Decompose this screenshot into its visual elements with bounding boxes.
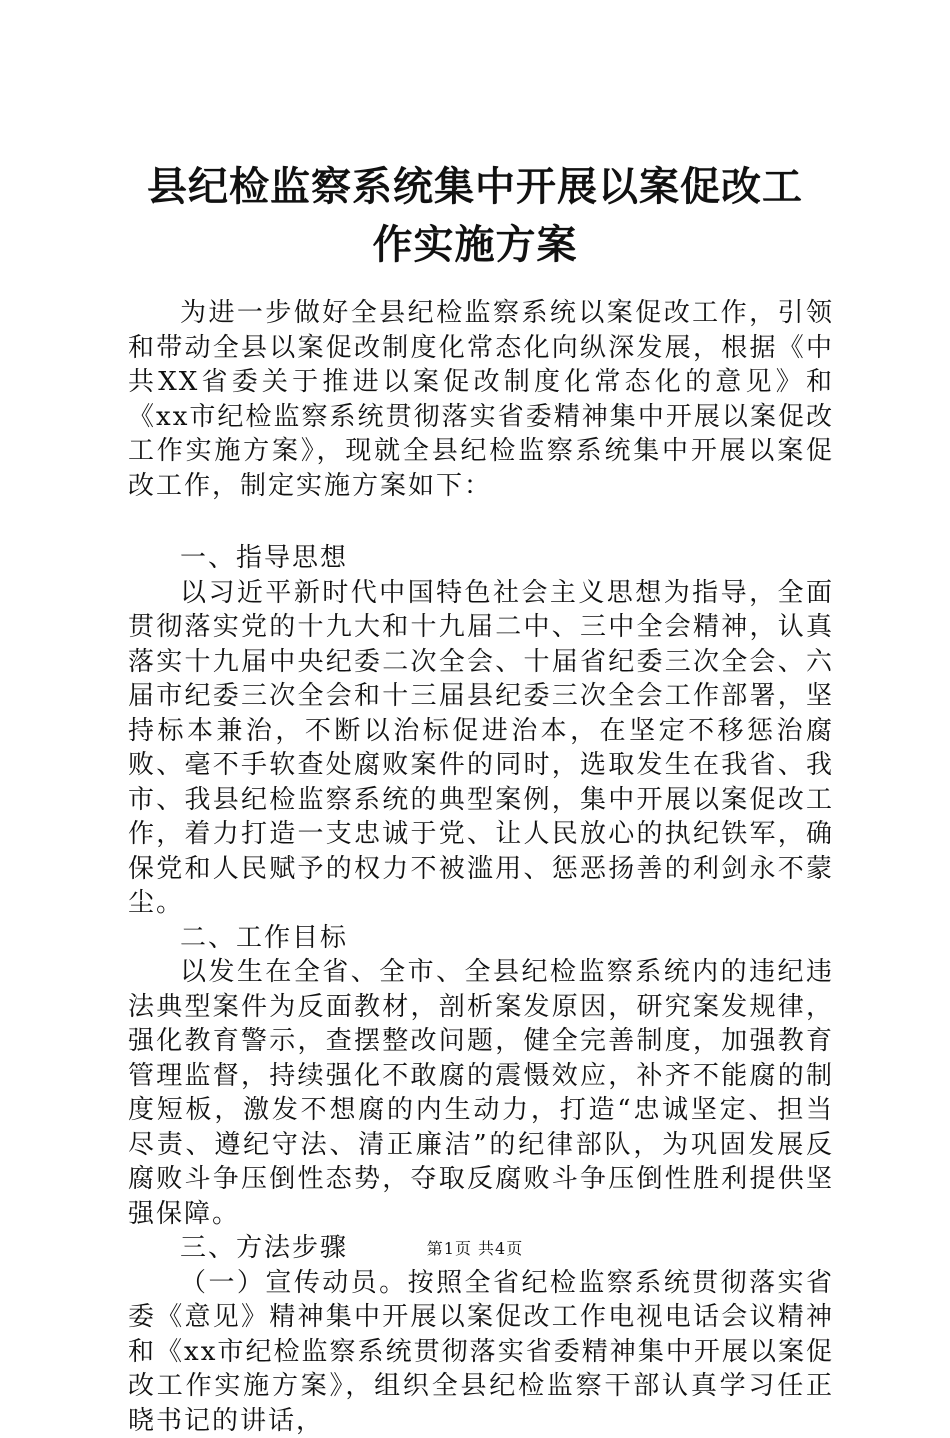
document-body: [128, 296, 834, 1438]
section-heading-methods-steps: 三、方法步骤: [128, 1231, 834, 1266]
section-heading-guiding-thought: 一、指导思想: [128, 541, 834, 576]
section-paragraph-publicity-mobilization: （一）宣传动员。按照全省纪检监察系统贯彻落实省委《意见》精神集中开展以案促改工作电视电话会议精神和《xx市纪检监察系统贯彻落实省委精神集中开展以案促改工作实施方案》，组织全县纪检监察干部认真学习任正晓书记的讲话，: [128, 1266, 834, 1438]
paragraph-spacer: [128, 503, 834, 541]
section-paragraph-work-goals: 以发生在全省、全市、全县纪检监察系统内的违纪违法典型案件为反面教材，剖析案发原因，研究案发规律，强化教育警示，查摆整改问题，健全完善制度，加强教育管理监督，持续强化不敢腐的震慑效应，补齐不能腐的制度短板，激发不想腐的内生动力，打造“忠诚坚定、担当尽责、遵纪守法、清正廉洁”的纪律部队，为巩固发展反腐败斗争压倒性态势，夺取反腐败斗争压倒性胜利提供坚强保障。: [128, 955, 834, 1231]
section-paragraph-guiding-thought: 以习近平新时代中国特色社会主义思想为指导，全面贯彻落实党的十九大和十九届二中、三中全会精神，认真落实十九届中央纪委二次全会、十届省纪委三次全会、六届市纪委三次全会和十三届县纪委三次全会工作部署，坚持标本兼治，不断以治标促进治本，在坚定不移惩治腐败、毫不手软查处腐败案件的同时，选取发生在我省、我市、我县纪检监察系统的典型案例，集中开展以案促改工作，着力打造一支忠诚于党、让人民放心的执纪铁军，确保党和人民赋予的权力不被滥用、惩恶扬善的利剑永不蒙尘。: [128, 576, 834, 921]
page-footer: 第1页 共4页: [0, 1236, 950, 1259]
document-title: 县纪检监察系统集中开展以案促改工作实施方案: [128, 158, 822, 274]
intro-paragraph: 为进一步做好全县纪检监察系统以案促改工作，引领和带动全县以案促改制度化常态化向纵深发展，根据《中共XX省委关于推进以案促改制度化常态化的意见》和《xx市纪检监察系统贯彻落实省委精神集中开展以案促改工作实施方案》，现就全县纪检监察系统集中开展以案促改工作，制定实施方案如下：: [128, 296, 834, 503]
section-heading-work-goals: 二、工作目标: [128, 921, 834, 956]
